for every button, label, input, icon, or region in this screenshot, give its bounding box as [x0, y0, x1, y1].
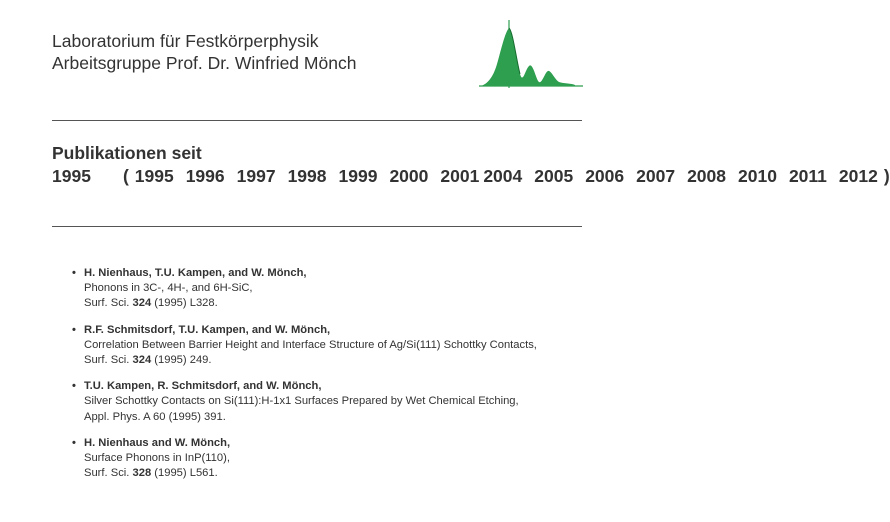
year-link-2001[interactable]: 2001 [440, 166, 480, 186]
year-link-2011[interactable]: 2011 [788, 166, 827, 186]
phonon-spectrum-logo [475, 14, 585, 94]
publications-heading [52, 142, 890, 188]
entry-year-pages: (1995) 249. [154, 354, 212, 367]
entry-journal: Surf. Sci. [84, 297, 130, 310]
bottom-divider [52, 226, 582, 227]
close-paren: ) [883, 166, 890, 186]
year-link-2005[interactable]: 2005 [534, 166, 574, 186]
open-paren: ( [122, 166, 129, 186]
entry-title: Surface Phonons in InP(110), [84, 452, 230, 465]
entry-volume: 328 [132, 467, 152, 480]
year-link-2007[interactable]: 2007 [636, 166, 676, 186]
year-link-1999[interactable]: 1999 [338, 166, 378, 186]
year-link-2006[interactable]: 2006 [585, 166, 625, 186]
year-link-1998[interactable]: 1998 [287, 166, 327, 186]
year-link-2008[interactable]: 2008 [687, 166, 727, 186]
list-item [72, 323, 572, 369]
entry-title: Phonons in 3C-, 4H-, and 6H-SiC, [84, 282, 253, 295]
year-link-1996[interactable]: 1996 [185, 166, 225, 186]
group-name: Arbeitsgruppe Prof. Dr. Winfried Mönch [52, 53, 357, 73]
entry-authors: T.U. Kampen, R. Schmitsdorf, and W. Mönch, [84, 380, 322, 393]
year-link-2010[interactable]: 2010 [738, 166, 777, 186]
entry-journal: Appl. Phys. A 60 (1995) 391. [84, 410, 226, 423]
lab-name: Laboratorium für Festkörperphysik [52, 31, 319, 51]
year-link-1995[interactable]: 1995 [134, 166, 174, 186]
entry-volume: 324 [132, 297, 152, 310]
bullet-icon: • [72, 380, 76, 393]
year-link-2012[interactable]: 2012 [838, 166, 878, 186]
entry-title: Correlation Between Barrier Height and Interface Structure of Ag/Si(111) Schottky Contacts, [84, 338, 537, 351]
entry-citation [84, 353, 572, 368]
list-item [72, 379, 572, 425]
entry-authors: H. Nienhaus, T.U. Kampen, and W. Mönch, [84, 267, 307, 279]
entry-citation [84, 296, 572, 311]
year-link-2000[interactable]: 2000 [389, 166, 429, 186]
bullet-icon: • [72, 323, 76, 336]
bullet-icon: • [72, 267, 76, 279]
entry-journal: Surf. Sci. [84, 467, 130, 480]
entry-year-pages: (1995) L561. [154, 467, 218, 480]
year-link-1997[interactable]: 1997 [236, 166, 276, 186]
year-link-2004[interactable]: 2004 [483, 166, 523, 186]
entry-authors: H. Nienhaus and W. Mönch, [84, 436, 231, 449]
page-header [52, 30, 356, 74]
publication-list [72, 266, 572, 492]
entry-year-pages: (1995) L328. [154, 297, 218, 310]
entry-citation [84, 410, 572, 425]
entry-title: Silver Schottky Contacts on Si(111):H-1x1 Surfaces Prepared by Wet Chemical Etching, [84, 395, 519, 408]
list-item [72, 436, 572, 482]
entry-journal: Surf. Sci. [84, 354, 130, 367]
entry-citation [84, 466, 572, 481]
entry-authors: R.F. Schmitsdorf, T.U. Kampen, and W. Mönch, [84, 323, 331, 336]
bullet-icon: • [72, 436, 76, 449]
entry-volume: 324 [132, 354, 152, 367]
publications-title: Publikationen seit 1995 [52, 143, 202, 186]
top-divider [52, 120, 582, 121]
list-item [72, 266, 572, 312]
